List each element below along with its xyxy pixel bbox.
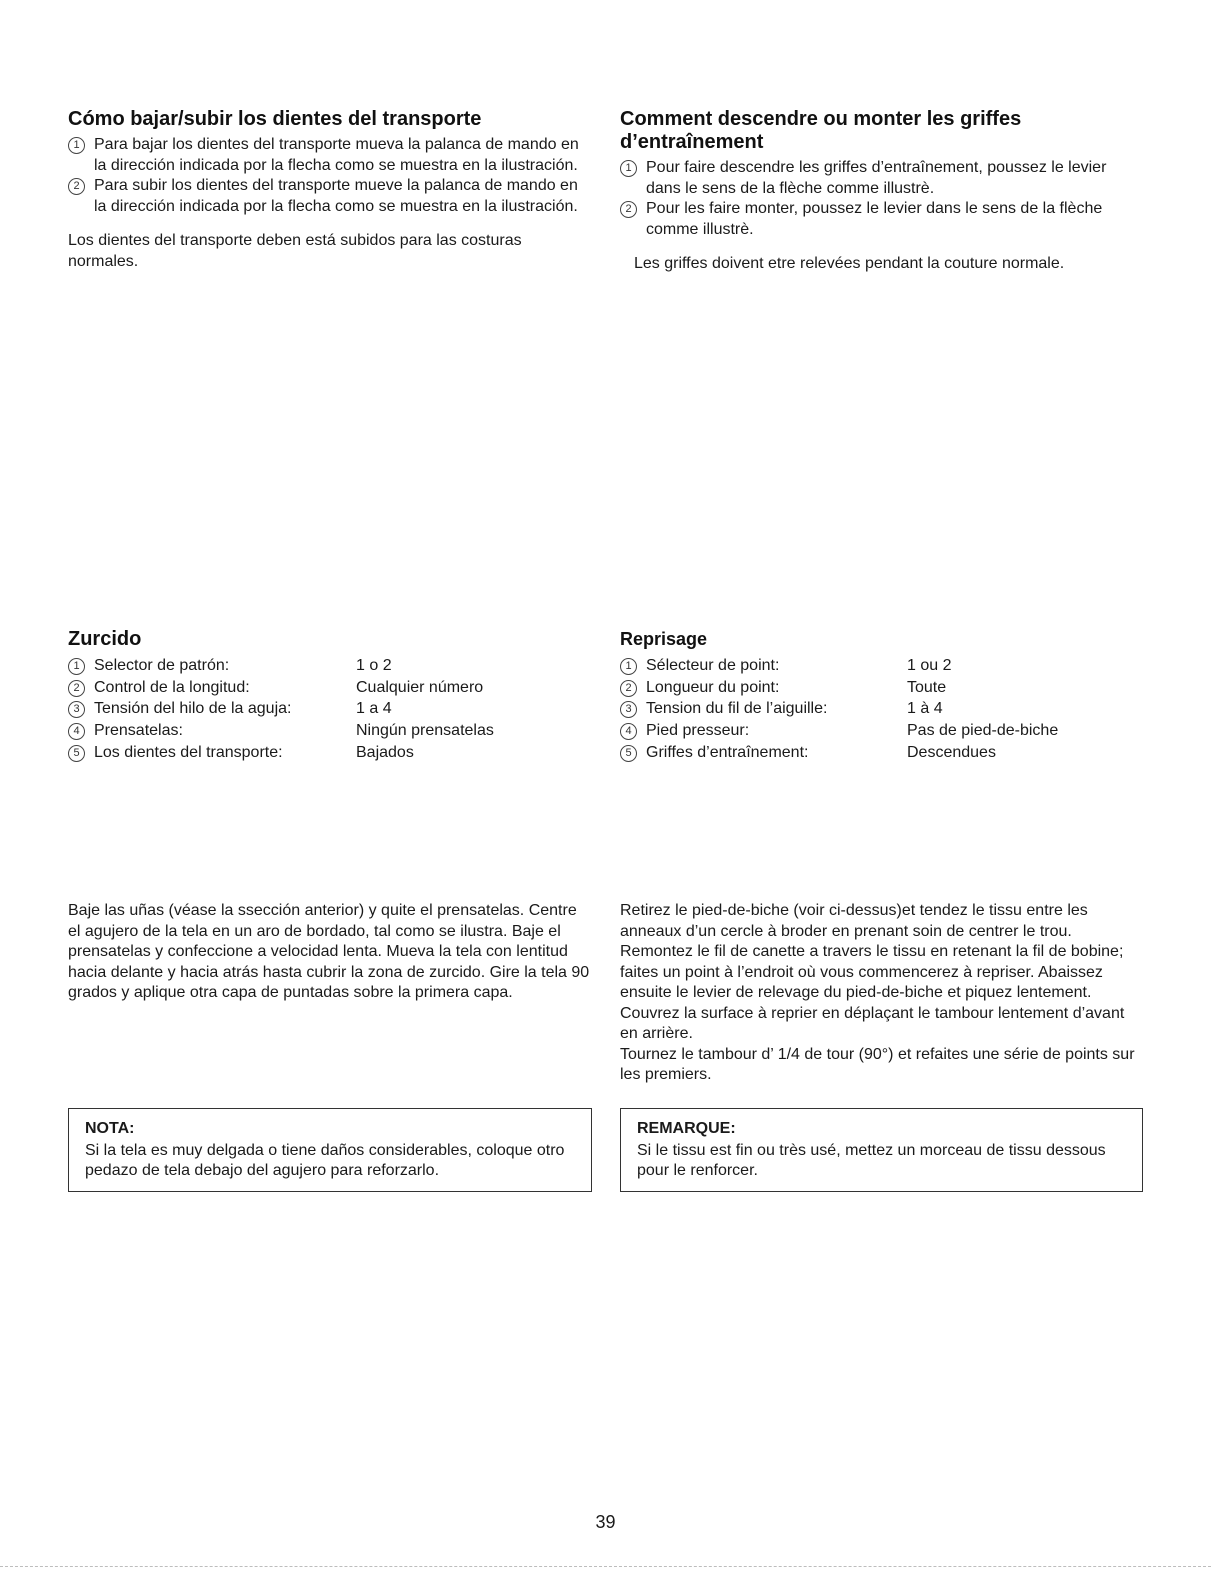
fr-feed-title: Comment descendre ou monter les griffes d’entraînement [620, 108, 1022, 153]
fr-feed-step-2 [620, 199, 1140, 240]
es-darning-section [68, 628, 588, 763]
circled-number-icon: 5 [68, 745, 85, 762]
es-feed-step-2-text: Para subir los dientes del transporte mueve la palanca de mando en la dirección indicada por la flecha como se muestra en la ilustración. [94, 177, 578, 215]
fr-spec-value: 1 ou 2 [907, 657, 952, 674]
page-number: 39 [595, 1512, 616, 1532]
es-feed-title: Cómo bajar/subir los dientes del transporte [68, 108, 482, 130]
fr-spec-value: Descendues [907, 743, 996, 761]
fr-note-text: Si le tissu est fin ou très usé, mettez un morceau de tissu dessous pour le renforcer. [637, 1142, 1106, 1179]
fr-feed-step-2-text: Pour les faire monter, poussez le levier dans le sens de la flèche comme illustrè. [646, 200, 1103, 238]
es-spec-row [68, 698, 588, 720]
circled-number-icon: 1 [620, 658, 637, 675]
es-spec-row [68, 742, 588, 764]
es-feed-section [68, 108, 588, 272]
circled-number-icon: 2 [68, 178, 85, 195]
fr-spec-label: Pied presseur: [646, 722, 750, 740]
es-darning-title: Zurcido [68, 628, 142, 650]
es-note-title: NOTA: [85, 1120, 135, 1137]
es-spec-label: Tensión del hilo de la aguja: [94, 700, 292, 718]
es-spec-value: 1 o 2 [356, 657, 392, 674]
es-darning-instructions: Baje las uñas (véase la ssección anterior) y quite el prensatelas. Centre el agujero de la tela en un aro de bordado, tal como se ilustra. Baje el prensatelas y confeccione a velocidad lenta. Mueva la tela con lentitud hacia delante y hacia atrás hasta cubrir la zona de zurcido. Gire la tela 90 grados y aplique otra capa de puntadas sobre la primera capa. [68, 902, 590, 1001]
es-spec-label: Control de la longitud: [94, 678, 250, 696]
es-spec-label: Los dientes del transporte: [94, 743, 283, 761]
circled-number-icon: 2 [620, 680, 637, 697]
circled-number-icon: 2 [620, 201, 637, 218]
fr-feed-step-1 [620, 158, 1140, 199]
fr-spec-value: Toute [907, 678, 947, 696]
es-spec-value: Ningún prensatelas [356, 722, 494, 740]
es-feed-step-2 [68, 176, 588, 217]
es-spec-label: Selector de patrón: [94, 657, 230, 674]
circled-number-icon: 4 [68, 723, 85, 740]
es-spec-value: 1 a 4 [356, 700, 392, 718]
circled-number-icon: 4 [620, 723, 637, 740]
es-spec-label: Prensatelas: [94, 722, 183, 740]
fr-spec-row [620, 742, 1140, 764]
fr-feed-section [620, 108, 1140, 275]
es-feed-step-1-text: Para bajar los dientes del transporte mueva la palanca de mando en la dirección indicada por la flecha como se muestra en la ilustración. [94, 136, 579, 174]
fr-darning-instructions [620, 901, 1144, 1086]
circled-number-icon: 1 [620, 160, 637, 177]
fr-spec-label: Griffes d’entraînement: [646, 743, 809, 761]
fr-spec-row [620, 698, 1140, 720]
es-spec-value: Cualquier número [356, 678, 484, 696]
fr-spec-row [620, 720, 1140, 742]
es-spec-row [68, 655, 588, 677]
bottom-rule [0, 1566, 1211, 1567]
fr-spec-row [620, 677, 1140, 699]
es-note-box [68, 1108, 592, 1192]
fr-spec-row [620, 655, 1140, 677]
fr-darning-instructions-1: Retirez le pied-de-biche (voir ci-dessus)et tendez le tissu entre les anneaux d’un cercle à broder en prenant soin de centrer le trou. Remontez le fil de canette a travers le tissu en retenant la fil de bobine; faites un point à l’endroit où vous commencerez à repriser. Abaissez ensuite le levier de relevage du pied-de-biche et piquez lentement. Couvrez la surface à reprier en déplaçant le tambour lentement d’avant en arrière. [620, 902, 1125, 1042]
fr-spec-value: Pas de pied-de-biche [907, 722, 1059, 740]
es-spec-row [68, 720, 588, 742]
fr-darning-section [620, 628, 1140, 763]
circled-number-icon: 1 [68, 658, 85, 675]
fr-spec-label: Longueur du point: [646, 678, 780, 696]
fr-darning-instructions-2: Tournez le tambour d’ 1/4 de tour (90°) et refaites une série de points sur les premiers. [620, 1045, 1135, 1083]
circled-number-icon: 5 [620, 745, 637, 762]
es-note-text: Si la tela es muy delgada o tiene daños considerables, coloque otro pedazo de tela debajo del agujero para reforzarlo. [85, 1142, 565, 1179]
fr-spec-label: Sélecteur de point: [646, 657, 780, 674]
circled-number-icon: 1 [68, 137, 85, 154]
fr-note-title: REMARQUE: [637, 1120, 736, 1137]
fr-feed-note: Les griffes doivent etre relevées pendant la couture normale. [634, 255, 1065, 272]
fr-darning-title: Reprisage [620, 629, 708, 649]
es-feed-step-1 [68, 135, 588, 176]
circled-number-icon: 2 [68, 680, 85, 697]
es-feed-note: Los dientes del transporte deben está subidos para las costuras normales. [68, 232, 522, 270]
es-spec-value: Bajados [356, 743, 414, 761]
es-spec-row [68, 677, 588, 699]
fr-spec-value: 1 à 4 [907, 700, 943, 718]
fr-feed-step-1-text: Pour faire descendre les griffes d’entraînement, poussez le levier dans le sens de la flèche comme illustrè. [646, 159, 1107, 197]
circled-number-icon: 3 [68, 701, 85, 718]
fr-note-box [620, 1108, 1143, 1192]
fr-spec-label: Tension du fil de l’aiguille: [646, 700, 828, 718]
circled-number-icon: 3 [620, 701, 637, 718]
